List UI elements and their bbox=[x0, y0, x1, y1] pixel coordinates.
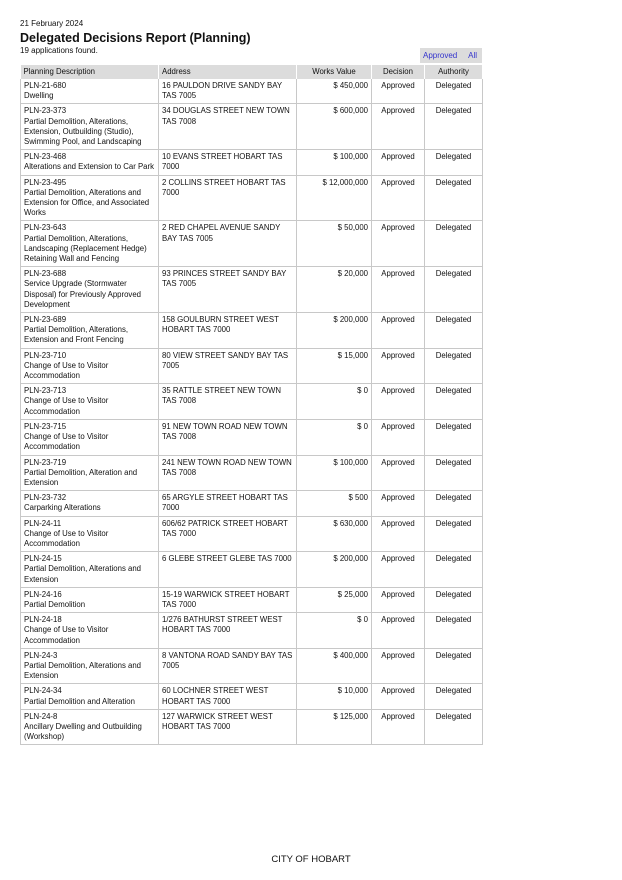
cell-works-value bbox=[297, 491, 372, 516]
application-id: PLN-24-3 bbox=[24, 650, 58, 660]
decision-authority: Delegated bbox=[435, 554, 472, 564]
cell-decision bbox=[372, 552, 425, 588]
application-description: Change of Use to Visitor Accommodation bbox=[24, 360, 109, 381]
works-value: $ 200,000 bbox=[333, 315, 368, 325]
application-description: Change of Use to Visitor Accommodation bbox=[24, 432, 109, 452]
application-description: Carparking Alterations bbox=[24, 503, 101, 513]
cell-authority bbox=[425, 175, 483, 221]
application-address: 10 EVANS STREET HOBART TAS 7000 bbox=[162, 152, 283, 172]
cell-decision bbox=[372, 150, 425, 175]
cell-decision bbox=[372, 419, 425, 455]
works-value: $ 20,000 bbox=[337, 269, 368, 279]
cell-authority bbox=[425, 348, 483, 384]
cell-works-value bbox=[297, 516, 372, 552]
table-row bbox=[21, 267, 483, 313]
filter-bar bbox=[420, 48, 482, 63]
application-description: Partial Demolition, Alterations, Extension and Front Fencing bbox=[24, 325, 129, 345]
cell-description bbox=[21, 313, 159, 349]
decision-authority: Delegated bbox=[435, 615, 472, 625]
application-address: 91 NEW TOWN ROAD NEW TOWN TAS 7008 bbox=[162, 421, 288, 442]
application-id: PLN-23-715 bbox=[24, 421, 67, 431]
header-description: Planning Description bbox=[21, 65, 159, 79]
report-title: Delegated Decisions Report (Planning) bbox=[20, 31, 251, 45]
application-description: Partial Demolition, Alterations, Extension, Outbuilding (Studio), Swimming Pool, and Landscaping bbox=[24, 116, 142, 147]
table-body bbox=[21, 79, 483, 745]
cell-address bbox=[159, 648, 297, 684]
cell-authority bbox=[425, 150, 483, 175]
decision-status: Approved bbox=[381, 421, 415, 431]
cell-description bbox=[21, 175, 159, 221]
works-value: $ 630,000 bbox=[333, 518, 368, 528]
cell-authority bbox=[425, 384, 483, 420]
cell-authority bbox=[425, 552, 483, 588]
application-id: PLN-23-495 bbox=[24, 177, 67, 187]
decision-status: Approved bbox=[381, 177, 415, 187]
cell-authority bbox=[425, 221, 483, 267]
works-value: $ 12,000,000 bbox=[322, 177, 368, 187]
cell-decision bbox=[372, 313, 425, 349]
cell-works-value bbox=[297, 552, 372, 588]
application-id: PLN-23-732 bbox=[24, 493, 67, 503]
works-value: $ 200,000 bbox=[333, 554, 368, 564]
cell-works-value bbox=[297, 150, 372, 175]
works-value: $ 100,000 bbox=[333, 152, 368, 162]
application-id: PLN-23-373 bbox=[24, 106, 67, 116]
decision-status: Approved bbox=[381, 223, 415, 233]
cell-works-value bbox=[297, 175, 372, 221]
decision-status: Approved bbox=[381, 650, 415, 660]
decision-authority: Delegated bbox=[435, 518, 472, 528]
works-value: $ 0 bbox=[357, 386, 368, 396]
application-description: Partial Demolition, Alterations and Extension bbox=[24, 564, 142, 584]
cell-authority bbox=[425, 267, 483, 313]
report-page bbox=[20, 19, 482, 745]
table-row bbox=[21, 79, 483, 104]
table-row bbox=[21, 491, 483, 516]
cell-address bbox=[159, 221, 297, 267]
cell-works-value bbox=[297, 709, 372, 745]
cell-description bbox=[21, 384, 159, 420]
decision-status: Approved bbox=[381, 106, 415, 116]
cell-decision bbox=[372, 267, 425, 313]
cell-decision bbox=[372, 613, 425, 649]
cell-address bbox=[159, 384, 297, 420]
decision-status: Approved bbox=[381, 386, 415, 396]
decision-status: Approved bbox=[381, 615, 415, 625]
cell-address bbox=[159, 104, 297, 150]
cell-decision bbox=[372, 384, 425, 420]
application-id: PLN-23-468 bbox=[24, 152, 67, 162]
application-id: PLN-24-15 bbox=[24, 554, 62, 564]
cell-decision bbox=[372, 491, 425, 516]
application-description: Change of Use to Visitor Accommodation bbox=[24, 396, 109, 416]
works-value: $ 15,000 bbox=[337, 350, 368, 360]
cell-description bbox=[21, 709, 159, 745]
decision-authority: Delegated bbox=[435, 106, 472, 116]
cell-decision bbox=[372, 104, 425, 150]
application-address: 158 GOULBURN STREET WEST HOBART TAS 7000 bbox=[162, 315, 279, 335]
decision-authority: Delegated bbox=[435, 81, 472, 90]
application-id: PLN-24-16 bbox=[24, 589, 62, 599]
cell-address bbox=[159, 684, 297, 709]
application-address: 2 RED CHAPEL AVENUE SANDY BAY TAS 7005 bbox=[162, 223, 281, 243]
cell-address bbox=[159, 348, 297, 384]
cell-address bbox=[159, 419, 297, 455]
application-address: 127 WARWICK STREET WEST HOBART TAS 7000 bbox=[162, 711, 273, 731]
cell-works-value bbox=[297, 613, 372, 649]
application-address: 60 LOCHNER STREET WEST HOBART TAS 7000 bbox=[162, 686, 269, 706]
table-row bbox=[21, 348, 483, 384]
cell-decision bbox=[372, 648, 425, 684]
cell-address bbox=[159, 79, 297, 104]
cell-address bbox=[159, 313, 297, 349]
table-row bbox=[21, 175, 483, 221]
cell-works-value bbox=[297, 648, 372, 684]
decision-authority: Delegated bbox=[435, 650, 472, 660]
application-description: Dwelling bbox=[24, 91, 54, 101]
works-value: $ 50,000 bbox=[337, 223, 368, 233]
cell-authority bbox=[425, 613, 483, 649]
application-address: 2 COLLINS STREET HOBART TAS 7000 bbox=[162, 177, 286, 197]
cell-works-value bbox=[297, 267, 372, 313]
cell-authority bbox=[425, 491, 483, 516]
cell-description bbox=[21, 267, 159, 313]
cell-decision bbox=[372, 709, 425, 745]
works-value: $ 450,000 bbox=[333, 81, 368, 90]
cell-address bbox=[159, 709, 297, 745]
application-address: 93 PRINCES STREET SANDY BAY TAS 7005 bbox=[162, 269, 287, 289]
decision-authority: Delegated bbox=[435, 457, 472, 467]
cell-authority bbox=[425, 684, 483, 709]
results-count: 19 applications found. bbox=[20, 46, 98, 55]
cell-description bbox=[21, 491, 159, 516]
cell-works-value bbox=[297, 348, 372, 384]
cell-works-value bbox=[297, 587, 372, 612]
cell-authority bbox=[425, 455, 483, 491]
cell-address bbox=[159, 516, 297, 552]
table-row bbox=[21, 150, 483, 175]
works-value: $ 500 bbox=[348, 493, 368, 503]
table-row bbox=[21, 648, 483, 684]
table-row bbox=[21, 587, 483, 612]
decision-status: Approved bbox=[381, 686, 415, 696]
application-address: 606/62 PATRICK STREET HOBART TAS 7000 bbox=[162, 518, 288, 538]
cell-decision bbox=[372, 587, 425, 612]
cell-authority bbox=[425, 648, 483, 684]
application-id: PLN-23-713 bbox=[24, 386, 67, 396]
table-row bbox=[21, 613, 483, 649]
decision-status: Approved bbox=[381, 315, 415, 325]
works-value: $ 100,000 bbox=[333, 457, 368, 467]
decision-authority: Delegated bbox=[435, 177, 472, 187]
decision-status: Approved bbox=[381, 350, 415, 360]
application-description: Partial Demolition, Alteration and Extension bbox=[24, 467, 138, 487]
works-value: $ 400,000 bbox=[333, 650, 368, 660]
filter-approved-link[interactable]: Approved bbox=[423, 51, 458, 60]
cell-authority bbox=[425, 516, 483, 552]
cell-works-value bbox=[297, 313, 372, 349]
application-id: PLN-24-11 bbox=[24, 518, 62, 528]
application-description: Partial Demolition and Alteration bbox=[24, 696, 135, 706]
cell-authority bbox=[425, 587, 483, 612]
application-id: PLN-23-643 bbox=[24, 223, 67, 233]
cell-description bbox=[21, 150, 159, 175]
decision-status: Approved bbox=[381, 493, 415, 503]
application-description: Partial Demolition, Alterations and Extension bbox=[24, 660, 142, 681]
cell-decision bbox=[372, 516, 425, 552]
application-id: PLN-23-710 bbox=[24, 350, 67, 360]
cell-description bbox=[21, 648, 159, 684]
decision-authority: Delegated bbox=[435, 711, 472, 721]
table-row bbox=[21, 709, 483, 745]
application-id: PLN-23-719 bbox=[24, 457, 67, 467]
decision-status: Approved bbox=[381, 152, 415, 162]
header-decision: Decision bbox=[372, 65, 425, 79]
header-works-value: Works Value bbox=[297, 65, 372, 79]
application-id: PLN-21-680 bbox=[24, 81, 67, 90]
decision-authority: Delegated bbox=[435, 269, 472, 279]
cell-address bbox=[159, 150, 297, 175]
application-id: PLN-24-18 bbox=[24, 615, 62, 625]
cell-address bbox=[159, 613, 297, 649]
cell-decision bbox=[372, 348, 425, 384]
cell-description bbox=[21, 587, 159, 612]
application-address: 65 ARGYLE STREET HOBART TAS 7000 bbox=[162, 493, 288, 513]
cell-address bbox=[159, 175, 297, 221]
decision-status: Approved bbox=[381, 81, 415, 90]
works-value: $ 25,000 bbox=[337, 589, 368, 599]
cell-address bbox=[159, 552, 297, 588]
cell-description bbox=[21, 552, 159, 588]
works-value: $ 0 bbox=[357, 421, 368, 431]
works-value: $ 600,000 bbox=[333, 106, 368, 116]
cell-decision bbox=[372, 684, 425, 709]
cell-works-value bbox=[297, 384, 372, 420]
works-value: $ 0 bbox=[357, 615, 368, 625]
application-id: PLN-23-689 bbox=[24, 315, 67, 325]
table-row bbox=[21, 684, 483, 709]
application-id: PLN-24-8 bbox=[24, 711, 58, 721]
cell-address bbox=[159, 491, 297, 516]
cell-authority bbox=[425, 419, 483, 455]
table-row bbox=[21, 384, 483, 420]
cell-works-value bbox=[297, 221, 372, 267]
cell-description bbox=[21, 221, 159, 267]
cell-address bbox=[159, 267, 297, 313]
cell-description bbox=[21, 79, 159, 104]
cell-description bbox=[21, 613, 159, 649]
cell-works-value bbox=[297, 79, 372, 104]
decision-authority: Delegated bbox=[435, 350, 472, 360]
application-description: Change of Use to Visitor Accommodation bbox=[24, 625, 109, 645]
application-address: 80 VIEW STREET SANDY BAY TAS 7005 bbox=[162, 350, 289, 370]
table-row bbox=[21, 104, 483, 150]
works-value: $ 125,000 bbox=[333, 711, 368, 721]
decision-authority: Delegated bbox=[435, 223, 472, 233]
application-description: Partial Demolition, Alterations and Extension for Office, and Associated Works bbox=[24, 187, 150, 218]
application-address: 16 PAULDON DRIVE SANDY BAY TAS 7005 bbox=[162, 81, 282, 101]
application-address: 8 VANTONA ROAD SANDY BAY TAS 7005 bbox=[162, 650, 293, 670]
cell-authority bbox=[425, 313, 483, 349]
application-address: 34 DOUGLAS STREET NEW TOWN TAS 7008 bbox=[162, 106, 290, 126]
footer-organisation: CITY OF HOBART bbox=[271, 854, 351, 865]
decision-status: Approved bbox=[381, 711, 415, 721]
decision-status: Approved bbox=[381, 554, 415, 564]
application-description: Change of Use to Visitor Accommodation bbox=[24, 528, 109, 548]
works-value: $ 10,000 bbox=[337, 686, 368, 696]
decision-authority: Delegated bbox=[435, 589, 472, 599]
cell-authority bbox=[425, 104, 483, 150]
cell-decision bbox=[372, 455, 425, 491]
cell-description bbox=[21, 516, 159, 552]
decision-status: Approved bbox=[381, 589, 415, 599]
decision-status: Approved bbox=[381, 518, 415, 528]
count-row bbox=[20, 46, 482, 65]
decision-authority: Delegated bbox=[435, 386, 472, 396]
cell-address bbox=[159, 455, 297, 491]
decision-authority: Delegated bbox=[435, 315, 472, 325]
cell-decision bbox=[372, 221, 425, 267]
report-date: 21 February 2024 bbox=[20, 19, 84, 28]
header-authority: Authority bbox=[425, 65, 483, 79]
decision-authority: Delegated bbox=[435, 421, 472, 431]
cell-authority bbox=[425, 79, 483, 104]
cell-works-value bbox=[297, 104, 372, 150]
application-description: Partial Demolition bbox=[24, 599, 86, 609]
table-row bbox=[21, 455, 483, 491]
application-address: 35 RATTLE STREET NEW TOWN TAS 7008 bbox=[162, 386, 281, 406]
application-description: Alterations and Extension to Car Park bbox=[24, 162, 155, 172]
cell-description bbox=[21, 348, 159, 384]
table-row bbox=[21, 313, 483, 349]
application-description: Ancillary Dwelling and Outbuilding (Workshop) bbox=[24, 721, 142, 742]
cell-authority bbox=[425, 709, 483, 745]
header-address: Address bbox=[159, 65, 297, 79]
table-row bbox=[21, 552, 483, 588]
application-description: Partial Demolition, Alterations, Landscaping (Replacement Hedge) Retaining Wall and Fencing bbox=[24, 233, 147, 264]
decision-status: Approved bbox=[381, 269, 415, 279]
application-address: 15-19 WARWICK STREET HOBART TAS 7000 bbox=[162, 589, 290, 609]
cell-works-value bbox=[297, 684, 372, 709]
application-address: 241 NEW TOWN ROAD NEW TOWN TAS 7008 bbox=[162, 457, 292, 477]
application-address: 1/276 BATHURST STREET WEST HOBART TAS 7000 bbox=[162, 615, 283, 635]
application-description: Service Upgrade (Stormwater Disposal) for Previously Approved Development bbox=[24, 279, 142, 309]
cell-works-value bbox=[297, 419, 372, 455]
application-address: 6 GLEBE STREET GLEBE TAS 7000 bbox=[162, 554, 292, 564]
decision-authority: Delegated bbox=[435, 152, 472, 162]
decision-authority: Delegated bbox=[435, 493, 472, 503]
table-row bbox=[21, 221, 483, 267]
filter-all-link[interactable]: All bbox=[468, 51, 477, 60]
application-id: PLN-24-34 bbox=[24, 686, 62, 696]
cell-works-value bbox=[297, 455, 372, 491]
table-row bbox=[21, 419, 483, 455]
application-id: PLN-23-688 bbox=[24, 269, 67, 279]
decision-authority: Delegated bbox=[435, 686, 472, 696]
cell-address bbox=[159, 587, 297, 612]
cell-description bbox=[21, 684, 159, 709]
decision-status: Approved bbox=[381, 457, 415, 467]
cell-description bbox=[21, 104, 159, 150]
table-row bbox=[21, 516, 483, 552]
cell-description bbox=[21, 419, 159, 455]
cell-decision bbox=[372, 79, 425, 104]
cell-description bbox=[21, 455, 159, 491]
table-header-row bbox=[21, 65, 483, 79]
applications-table bbox=[20, 65, 483, 745]
cell-decision bbox=[372, 175, 425, 221]
